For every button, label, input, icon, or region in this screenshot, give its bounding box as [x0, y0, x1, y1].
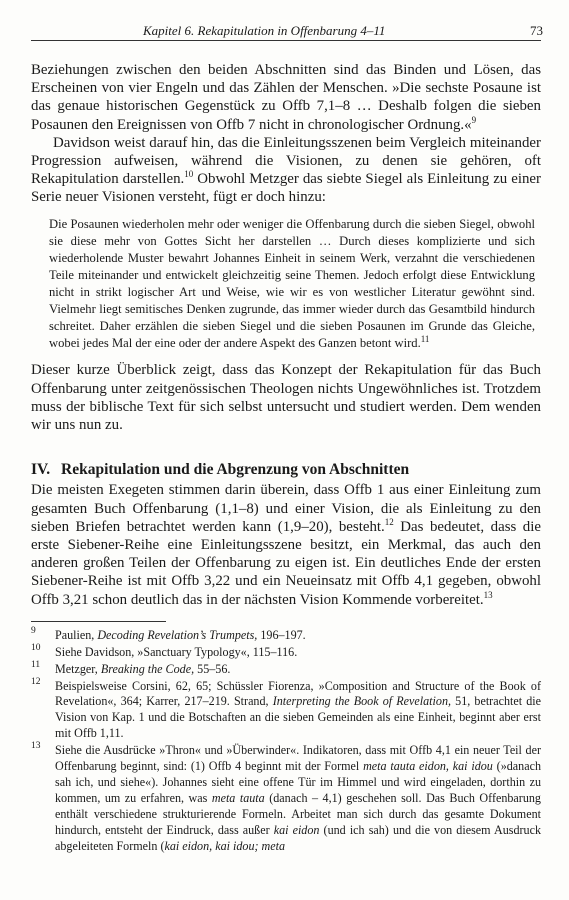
footnote-ref-13[interactable]: 13 — [483, 589, 493, 600]
footnote-mark: 12 — [31, 676, 41, 687]
section-number: IV. — [31, 461, 51, 479]
footnote-mark: 9 — [31, 625, 36, 636]
paragraph-4: Die meisten Exegeten stimmen darin überein, dass Offb 1 aus einer Einleitung zum gesamten Buch Offenbarung (1,1–8) und einer Vision, die als Einleitung zu den sieben Briefen betrachtet werden kann (1,9–20), besteht.$^{12}$ Das bedeutet, dass die erste Siebener-Reihe eine Einleitungsszene besitzt, ein Merkmal, das auch den anderen großen Teilen der Offenbarung zu eigen ist. Ein deutliches Ende der ersten Siebener-Reihe ist mit Offb 3,22 und ein Neueinsatz mit Offb 4,1 gegeben, obwohl Offb 3,21 schon deutlich das in der nächsten Vision Kommende vorbereitet.$^{13}$ — [31, 482, 541, 608]
footnote-10: 10 Siehe Davidson, »Sanctuary Typology«, 115–116. — [31, 642, 298, 659]
section-title: Rekapitulation und die Abgrenzung von Abschnitten — [61, 461, 410, 479]
footnote-ref-10[interactable]: 10 — [184, 169, 194, 180]
footnote-11: 11 Metzger, Breaking the Code, 55–56. — [31, 659, 231, 676]
main-text — [31, 61, 541, 609]
footnote-13: 13 Siehe die Ausdrücke »Thron« und »Überwinder«. Indikatoren, dass mit Offb 4,1 ein neuer Teil der Offenbarung beginnt, sind: (1) Offb 4 beginnt mit der Formel meta tauta eidon, kai idou (»danach sah ich, und siehe«). Johannes sieht eine offene Tür im Himmel und wird eingeladen, dorthin zu kommen, um zu erfahren, was meta tauta (danach – 4,1) geschehen soll. Das Buch Offenbarung enthält verschiedene strukturierende Formeln. Arbeitet man sich durch das gesamte Dokument hindurch, entsteht der Eindruck, dass außer kai eidon (und ich sah) und die von diesem Ausdruck abgeleiteten Formeln (kai eidon, kai idou; meta — [31, 741, 541, 853]
footnote-mark: 10 — [31, 642, 41, 653]
book-page — [31, 20, 541, 855]
footnotes — [31, 625, 541, 855]
chapter-title: Kapitel 6. Rekapitulation in Offenbarung 4–11 — [143, 23, 386, 38]
running-header — [31, 20, 541, 41]
footnote-mark: 11 — [31, 659, 41, 670]
paragraph-3: Dieser kurze Überblick zeigt, dass das Konzept der Rekapitulation für das Buch Offenbarung unter zeitgenössischen Theologen nichts Ungewöhnliches ist. Trotzdem muss der biblische Text für sich selbst untersucht und studiert werden. Dem wenden wir uns nun zu. — [31, 362, 541, 433]
footnote-12: 12 Beispielsweise Corsini, 62, 65; Schüssler Fiorenza, »Composition and Structure of the Book of Revelation«, 364; Karrer, 217–219. Strand, Interpreting the Book of Revelation, 51, betrachtet die Vision von Kap. 1 und die Botschaften an die sieben Gemeinden als eine Einheit, beginnt aber erst mit Offb 1,11. — [31, 676, 541, 741]
footnote-ref-12[interactable]: 12 — [384, 516, 394, 527]
footnote-ref-11[interactable]: 11 — [420, 334, 430, 345]
section-heading — [31, 461, 541, 479]
footnote-divider — [31, 621, 166, 622]
paragraph-1: Beziehungen zwischen den beiden Abschnitten sind das Binden und Lösen, das Erscheinen von vier Engeln und das Zählen der Menschen. »Die sechste Posaune ist das genaue historischen Gegenstück zu Offb 7,1–8 … Deshalb folgen die sieben Posaunen den Ereignissen von Offb 7 nicht in chronologischer Ordnung.«$^9$ — [31, 62, 541, 133]
footnote-mark: 13 — [31, 741, 41, 752]
footnote-9: 9 Paulien, Decoding Revelation’s Trumpets, 196–197. — [31, 625, 306, 642]
page-number: 73 — [530, 23, 543, 38]
paragraph-2: Davidson weist darauf hin, das die Einleitungsszenen beim Vergleich miteinander Progression aufweisen, während die Visionen, zu denen sie gehören, oft Rekapitulation darstellen.$^{10}$ Obwohl Metzger das siebte Siegel als Einleitung zu einer Serie neuer Visionen versteht, fügt er doch hinzu: — [31, 134, 541, 206]
footnote-ref-9[interactable]: 9 — [471, 114, 477, 125]
block-quote: Die Posaunen wiederholen mehr oder weniger die Offenbarung durch die sieben Siegel, obwohl sie diese mehr von Gottes Sicht her darstellen … Durch dieses komplizierte und sich wiederholende Muster bewahrt Johannes Einheit in seinem Werk, verzahnt die verschiedenen Teile miteinander und entwickelt gleichzeitig seine Themen. Jedoch erfolgt diese Entwicklung nicht in strikt logischer Art und Weise, wie wir es von westlicher Literatur gewöhnt sind. Vielmehr liegt semitisches Denken zugrunde, das immer wieder durch das Gesamtbild hindurch schreitet. Daher erzählen die sieben Siegel und die sieben Posaunen im Grunde das Gleiche, wobei jedes Mal der eine oder der andere Aspekt des Ganzen betont wird.$^{11}$ — [49, 216, 535, 351]
